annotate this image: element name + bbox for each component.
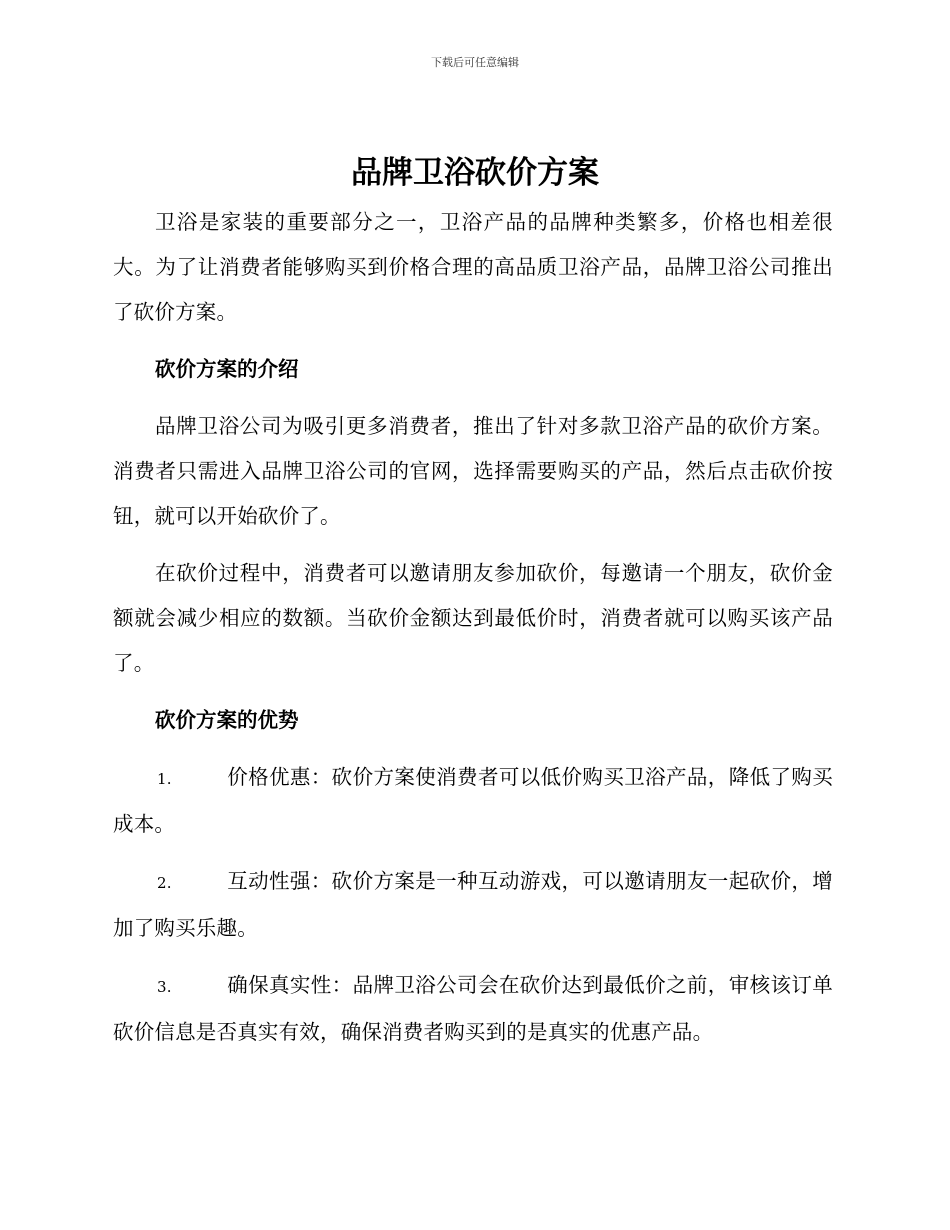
- list-item: [113, 963, 833, 1055]
- section-heading-intro: 砍价方案的介绍: [155, 357, 299, 381]
- list-item-text: 互动性强：砍价方案是一种互动游戏，可以邀请朋友一起砍价，增加了购买乐趣。: [113, 869, 833, 940]
- document-body: [113, 200, 833, 1067]
- list-number: 1.: [157, 770, 172, 788]
- section1-paragraph-1: 品牌卫浴公司为吸引更多消费者，推出了针对多款卫浴产品的砍价方案。消费者只需进入品牌卫浴公司的官网，选择需要购买的产品，然后点击砍价按钮，就可以开始砍价了。: [113, 414, 833, 528]
- list-number: 3.: [157, 978, 172, 996]
- document-title: 品牌卫浴砍价方案: [351, 155, 599, 191]
- section-heading-advantages: 砍价方案的优势: [155, 708, 299, 732]
- section1-paragraph-2: 在砍价过程中，消费者可以邀请朋友参加砍价，每邀请一个朋友，砍价金额就会减少相应的数额。当砍价金额达到最低价时，消费者就可以购买该产品了。: [113, 561, 833, 675]
- list-item-text: 价格优惠：砍价方案使消费者可以低价购买卫浴产品，降低了购买成本。: [113, 765, 833, 836]
- list-item: [113, 755, 833, 847]
- list-number: 2.: [157, 874, 172, 892]
- list-item: [113, 859, 833, 951]
- intro-paragraph: 卫浴是家装的重要部分之一，卫浴产品的品牌种类繁多，价格也相差很大。为了让消费者能够购买到价格合理的高品质卫浴产品，品牌卫浴公司推出了砍价方案。: [113, 210, 833, 324]
- header-note: 下载后可任意编辑: [431, 56, 519, 69]
- list-item-text: 确保真实性：品牌卫浴公司会在砍价达到最低价之前，审核该订单砍价信息是否真实有效，确保消费者购买到的是真实的优惠产品。: [113, 973, 833, 1044]
